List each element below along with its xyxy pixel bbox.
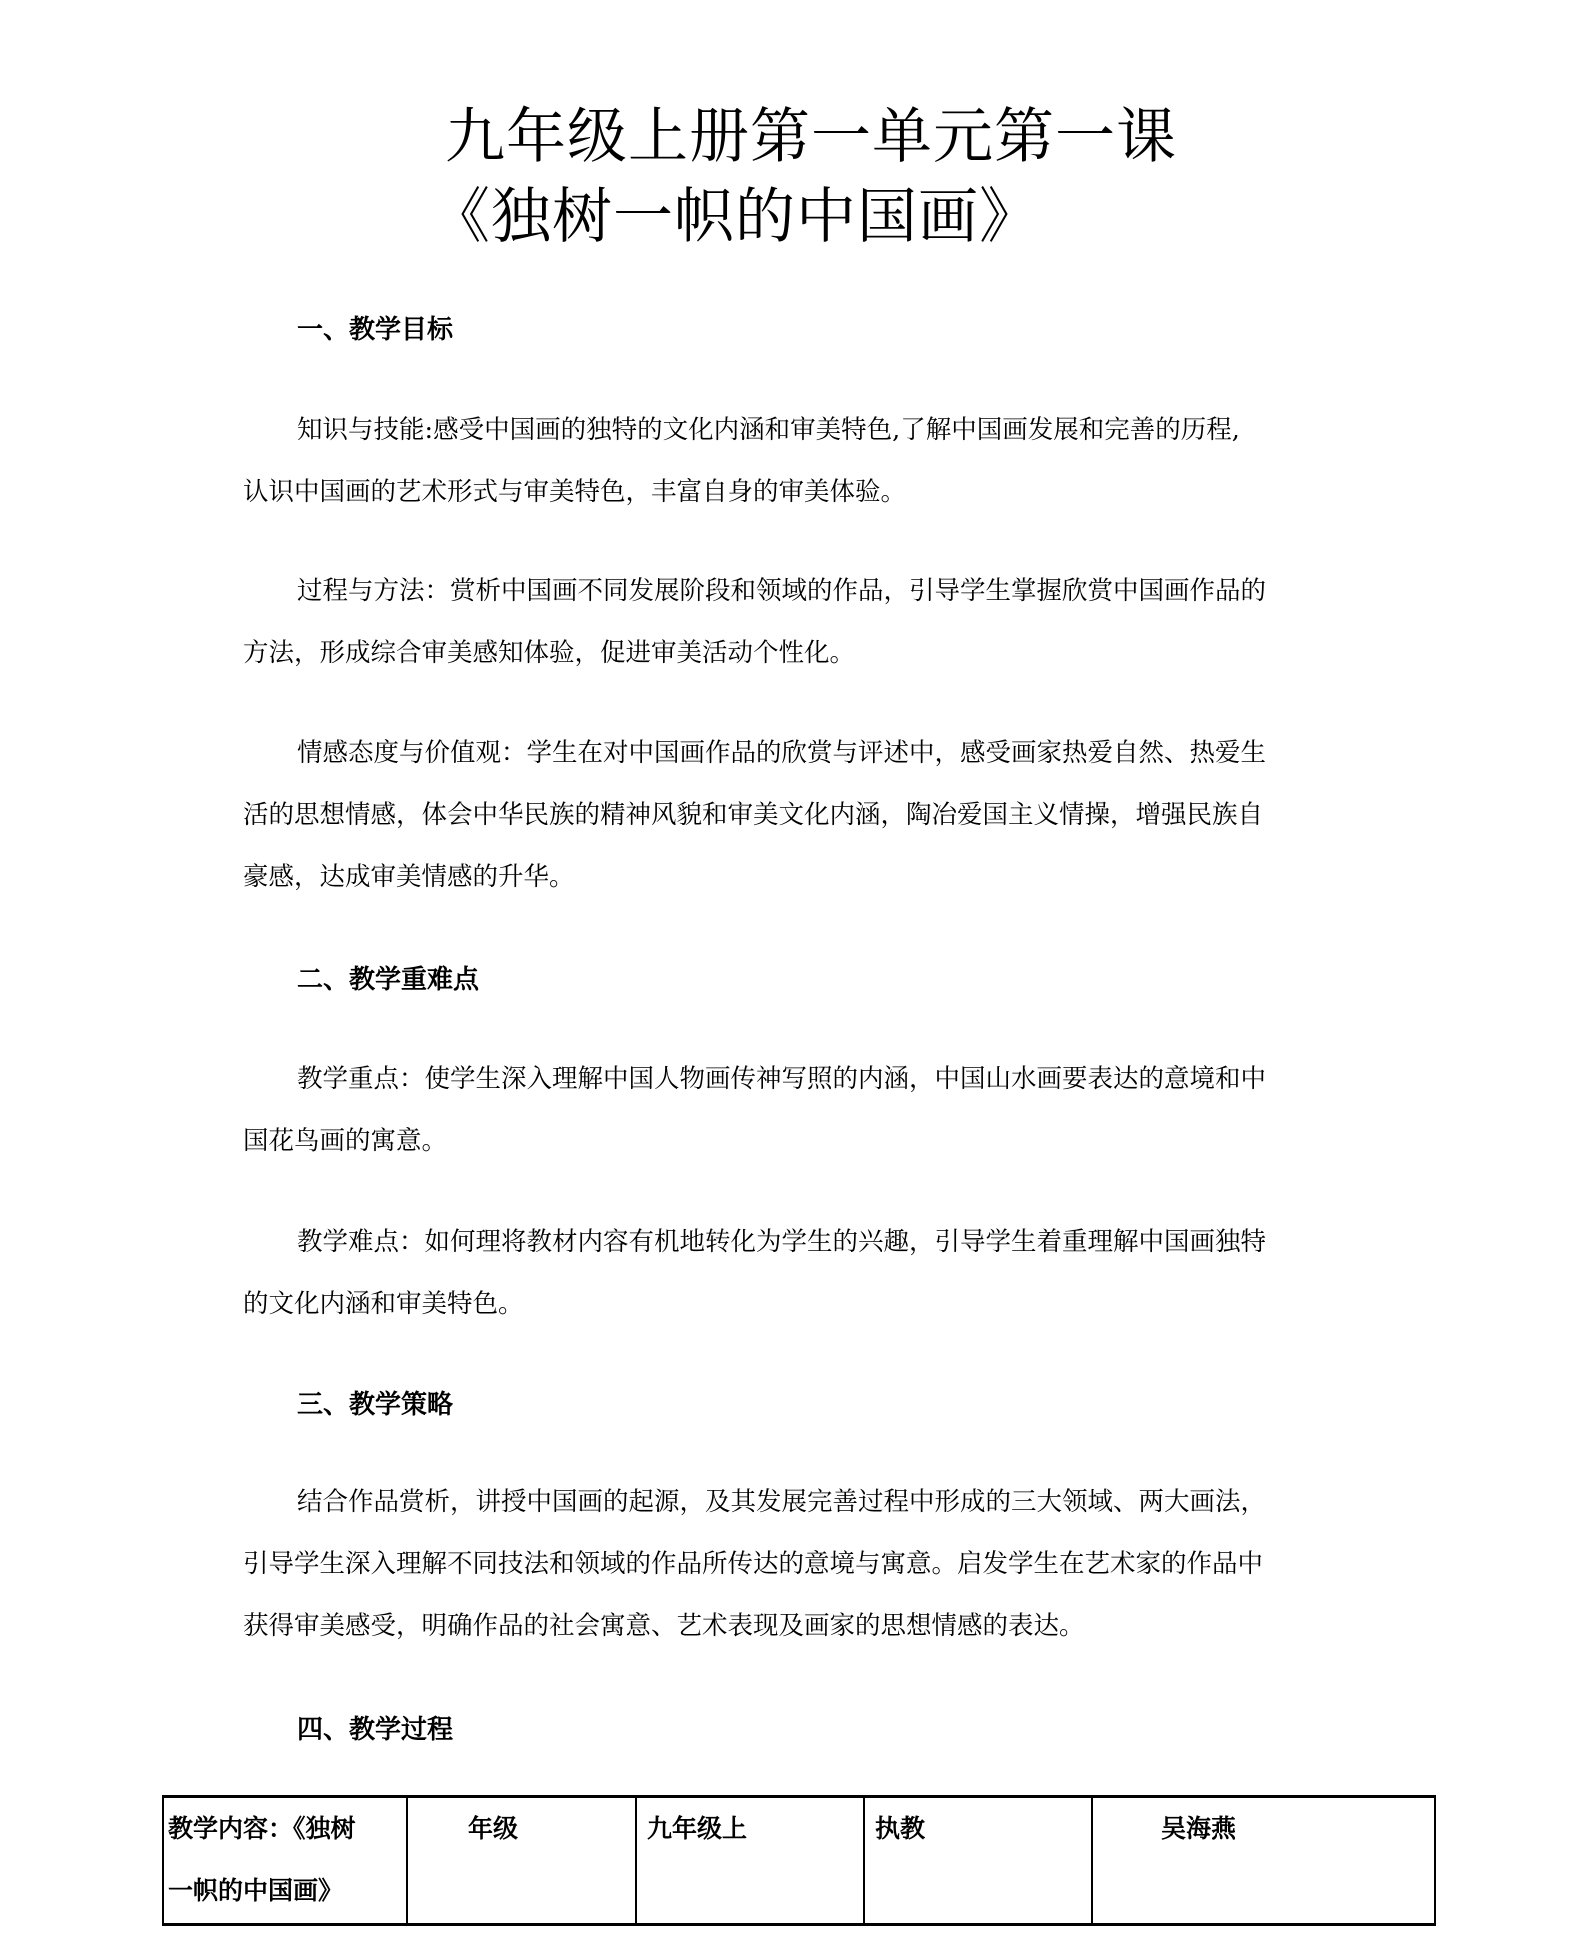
paragraph-line: 的文化内涵和审美特色。 (243, 1289, 524, 1319)
paragraph-line: 知识与技能:感受中国画的独特的文化内涵和审美特色,了解中国画发展和完善的历程, (297, 415, 1240, 445)
paragraph-line: 引导学生深入理解不同技法和领域的作品所传达的意境与寓意。启发学生在艺术家的作品中 (243, 1549, 1264, 1579)
paragraph-emotion-values (243, 722, 1353, 908)
section-heading-objectives: 一、教学目标 (297, 315, 454, 345)
cell-grade-value (636, 1797, 864, 1925)
paragraph-teaching-difficulty (243, 1211, 1353, 1335)
table-row (163, 1797, 1435, 1925)
cell-teacher-name (1092, 1797, 1435, 1925)
lesson-content-line2: 一帜的中国画》 (168, 1876, 344, 1905)
lesson-info-table (162, 1795, 1436, 1926)
paragraph-line: 活的思想情感，体会中华民族的精神风貌和审美文化内涵，陶冶爱国主义情操，增强民族自 (243, 800, 1264, 830)
section-heading-process: 四、教学过程 (297, 1715, 454, 1745)
document-title-line1: 九年级上册第一单元第一课 (445, 102, 1177, 172)
paragraph-line: 方法，形成综合审美感知体验，促进审美活动个性化。 (243, 638, 856, 668)
cell-teacher-label (864, 1797, 1092, 1925)
paragraph-line: 获得审美感受，明确作品的社会寓意、艺术表现及画家的思想情感的表达。 (243, 1611, 1085, 1641)
paragraph-knowledge-skills (243, 399, 1353, 523)
section-heading-strategy: 三、教学策略 (297, 1390, 454, 1420)
paragraph-strategy (243, 1471, 1353, 1657)
paragraph-line: 过程与方法：赏析中国画不同发展阶段和领域的作品，引导学生掌握欣赏中国画作品的 (297, 576, 1267, 606)
paragraph-line: 豪感，达成审美情感的升华。 (243, 862, 575, 892)
paragraph-line: 教学重点：使学生深入理解中国人物画传神写照的内涵，中国山水画要表达的意境和中 (297, 1064, 1267, 1094)
teacher-name: 吴海燕 (1161, 1814, 1237, 1843)
grade-label: 年级 (468, 1814, 519, 1843)
paragraph-teaching-focus (243, 1048, 1353, 1172)
paragraph-line: 结合作品赏析，讲授中国画的起源，及其发展完善过程中形成的三大领域、两大画法， (297, 1487, 1267, 1517)
paragraph-line: 认识中国画的艺术形式与审美特色，丰富自身的审美体验。 (243, 477, 907, 507)
cell-lesson-content (163, 1797, 407, 1925)
paragraph-line: 情感态度与价值观：学生在对中国画作品的欣赏与评述中，感受画家热爱自然、热爱生 (297, 738, 1267, 768)
paragraph-line: 国花鸟画的寓意。 (243, 1126, 448, 1156)
grade-value: 九年级上 (647, 1814, 748, 1843)
paragraph-line: 教学难点：如何理将教材内容有机地转化为学生的兴趣，引导学生着重理解中国画独特 (297, 1227, 1267, 1257)
cell-grade-label (407, 1797, 636, 1925)
section-heading-key-points: 二、教学重难点 (297, 965, 480, 995)
paragraph-process-methods (243, 560, 1353, 684)
lesson-content-line1: 教学内容：《独树 (168, 1814, 356, 1843)
document-title-line2: 《独树一帜的中国画》 (430, 182, 1040, 252)
teacher-label: 执教 (875, 1814, 926, 1843)
